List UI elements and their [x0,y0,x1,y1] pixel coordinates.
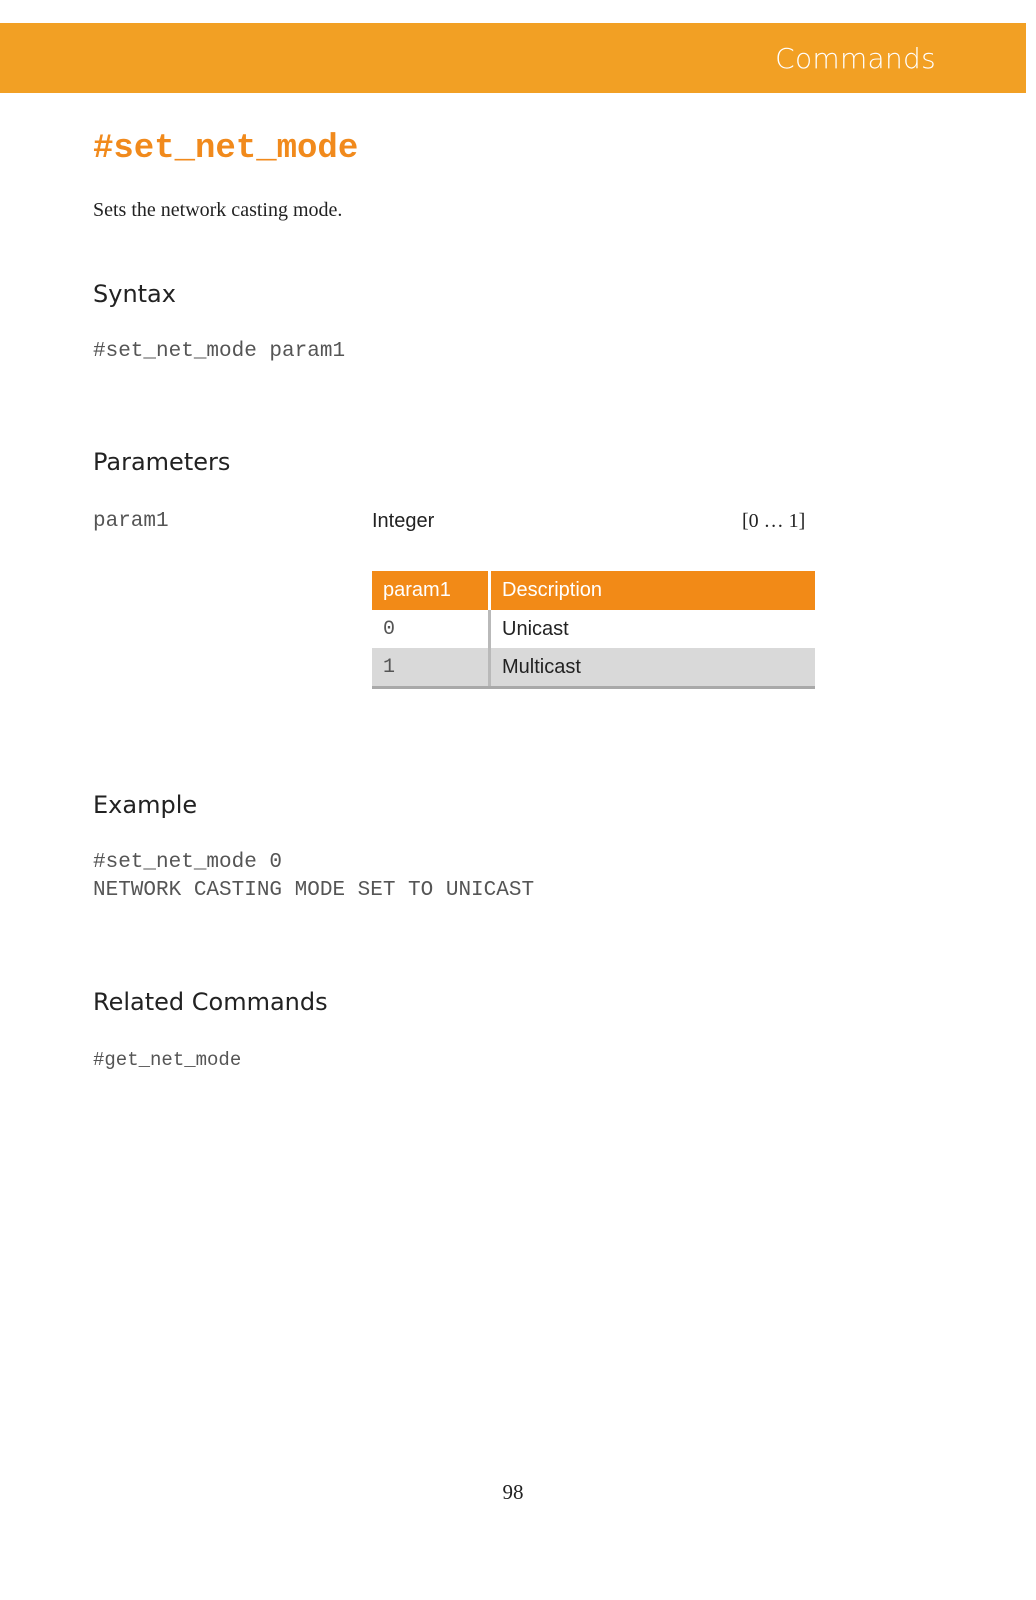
table-cell-value: 0 [372,610,490,648]
syntax-line: #set_net_mode param1 [93,340,346,363]
related-command-link[interactable]: #get_net_mode [93,1049,242,1071]
param-name: param1 [93,510,169,533]
table-header-description: Description [490,571,816,610]
syntax-heading: Syntax [93,280,176,308]
parameters-heading: Parameters [93,448,231,476]
example-line-2: NETWORK CASTING MODE SET TO UNICAST [93,879,535,902]
param-range: [0 … 1] [742,510,806,532]
page-number: 98 [502,1480,524,1504]
command-description: Sets the network casting mode. [93,199,343,221]
related-heading: Related Commands [93,988,328,1016]
section-title: Commands [775,42,936,75]
table-header-row [372,571,815,610]
example-heading: Example [93,791,198,819]
param-values-table [372,571,815,689]
table-cell-description: Unicast [502,617,569,640]
table-row [372,648,815,688]
table-header-value: param1 [372,571,490,610]
table-row [372,610,815,648]
table-cell-description: Multicast [490,648,816,688]
example-line-1: #set_net_mode 0 [93,851,283,874]
param-type: Integer [372,510,435,532]
table-cell-value: 1 [372,648,490,688]
command-title: #set_net_mode [93,130,359,168]
